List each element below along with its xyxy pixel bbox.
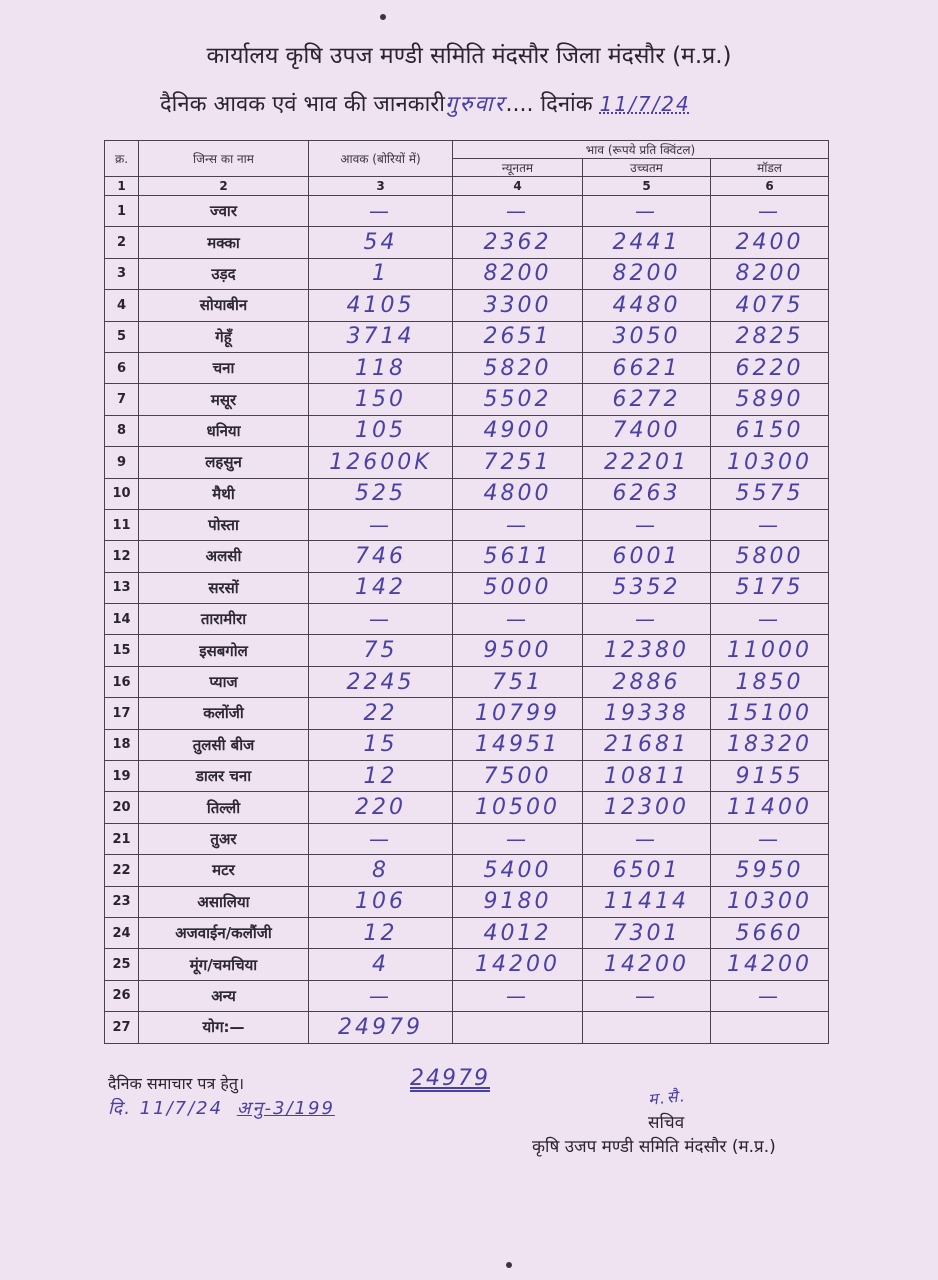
header-max: उच्चतम: [583, 159, 711, 177]
table-row: [105, 352, 829, 383]
table-row: [105, 666, 829, 697]
row-sn: 26: [105, 980, 139, 1011]
row-arrival: —: [309, 196, 453, 227]
row-arrival: 75: [309, 635, 453, 666]
arrival-price-table: [104, 140, 829, 1044]
row-commodity: इसबगोल: [139, 635, 309, 666]
row-commodity: डालर चना: [139, 761, 309, 792]
row-min-price: [453, 1012, 583, 1043]
row-max-price: 8200: [583, 258, 711, 289]
table-body: [105, 196, 829, 1044]
row-modal-price: 6150: [711, 415, 829, 446]
table-row: [105, 761, 829, 792]
row-max-price: 21681: [583, 729, 711, 760]
row-max-price: 22201: [583, 447, 711, 478]
row-max-price: 6272: [583, 384, 711, 415]
table-row: [105, 478, 829, 509]
row-sn: 14: [105, 604, 139, 635]
row-min-price: —: [453, 196, 583, 227]
row-modal-price: 10300: [711, 447, 829, 478]
row-sn: 5: [105, 321, 139, 352]
row-modal-price: 9155: [711, 761, 829, 792]
row-max-price: —: [583, 196, 711, 227]
table-row: [105, 917, 829, 948]
header-modal: मॉडल: [711, 159, 829, 177]
row-modal-price: 11400: [711, 792, 829, 823]
table-row: [105, 980, 829, 1011]
row-min-price: 4800: [453, 478, 583, 509]
row-modal-price: 2400: [711, 227, 829, 258]
row-sn: 8: [105, 415, 139, 446]
row-modal-price: —: [711, 604, 829, 635]
header-price-group: भाव (रूपये प्रति क्विंटल): [453, 141, 829, 159]
colnum-2: 2: [139, 177, 309, 196]
row-max-price: —: [583, 980, 711, 1011]
date-label: दिनांक: [540, 92, 593, 117]
colnum-6: 6: [711, 177, 829, 196]
table-row: [105, 635, 829, 666]
header-min: न्यूनतम: [453, 159, 583, 177]
row-sn: 23: [105, 886, 139, 917]
row-min-price: 10799: [453, 698, 583, 729]
row-sn: 10: [105, 478, 139, 509]
row-max-price: 2441: [583, 227, 711, 258]
row-max-price: —: [583, 604, 711, 635]
row-arrival: 746: [309, 541, 453, 572]
row-arrival: —: [309, 509, 453, 540]
row-min-price: 4900: [453, 415, 583, 446]
row-arrival: 12600K: [309, 447, 453, 478]
row-modal-price: 14200: [711, 949, 829, 980]
row-sn: 9: [105, 447, 139, 478]
row-min-price: 14951: [453, 729, 583, 760]
row-arrival: 8: [309, 855, 453, 886]
row-commodity: अजवाईन/कलौंजी: [139, 917, 309, 948]
row-min-price: 7500: [453, 761, 583, 792]
row-modal-price: 4075: [711, 290, 829, 321]
row-commodity: गेहूँ: [139, 321, 309, 352]
row-arrival: 106: [309, 886, 453, 917]
table-row: [105, 572, 829, 603]
row-min-price: —: [453, 509, 583, 540]
row-max-price: [583, 1012, 711, 1043]
row-modal-price: —: [711, 196, 829, 227]
table-row: [105, 698, 829, 729]
row-min-price: 7251: [453, 447, 583, 478]
row-modal-price: 10300: [711, 886, 829, 917]
subtitle-text: दैनिक आवक एवं भाव की जानकारी: [160, 92, 445, 117]
row-arrival: 15: [309, 729, 453, 760]
row-arrival: —: [309, 980, 453, 1011]
punch-hole-bottom: [506, 1262, 512, 1268]
row-sn: 27: [105, 1012, 139, 1043]
row-max-price: 3050: [583, 321, 711, 352]
row-max-price: 11414: [583, 886, 711, 917]
table-row: [105, 509, 829, 540]
row-sn: 25: [105, 949, 139, 980]
table-row: [105, 792, 829, 823]
row-commodity: तिल्ली: [139, 792, 309, 823]
row-commodity: सोयाबीन: [139, 290, 309, 321]
row-commodity: मसूर: [139, 384, 309, 415]
row-modal-price: —: [711, 823, 829, 854]
row-modal-price: 15100: [711, 698, 829, 729]
table-row: [105, 258, 829, 289]
header-sn: क्र.: [105, 141, 139, 177]
row-max-price: —: [583, 823, 711, 854]
row-sn: 24: [105, 917, 139, 948]
office-title: कार्यालय कृषि उपज मण्डी समिति मंदसौर जिला मंदसौर (म.प्र.): [206, 43, 732, 69]
footer-total: 24979: [410, 1066, 490, 1091]
row-min-price: 8200: [453, 258, 583, 289]
row-arrival: 1: [309, 258, 453, 289]
row-modal-price: 5575: [711, 478, 829, 509]
row-sn: 20: [105, 792, 139, 823]
row-commodity: प्याज: [139, 666, 309, 697]
row-commodity: तुलसी बीज: [139, 729, 309, 760]
row-sn: 12: [105, 541, 139, 572]
row-commodity: धनिया: [139, 415, 309, 446]
row-modal-price: 5175: [711, 572, 829, 603]
note-line1: दैनिक समाचार पत्र हेतु।: [108, 1074, 245, 1093]
row-max-price: 10811: [583, 761, 711, 792]
row-sn: 15: [105, 635, 139, 666]
row-max-price: —: [583, 509, 711, 540]
row-arrival: 22: [309, 698, 453, 729]
row-sn: 13: [105, 572, 139, 603]
row-min-price: —: [453, 823, 583, 854]
row-max-price: 5352: [583, 572, 711, 603]
row-max-price: 19338: [583, 698, 711, 729]
row-arrival: 4: [309, 949, 453, 980]
row-sn: 3: [105, 258, 139, 289]
signatory-org: कृषि उजप मण्डी समिति मंदसौर (म.प्र.): [532, 1137, 776, 1157]
row-max-price: 12300: [583, 792, 711, 823]
row-arrival: 525: [309, 478, 453, 509]
row-max-price: 6621: [583, 352, 711, 383]
signature: म.सै.: [647, 1086, 688, 1109]
row-commodity: चना: [139, 352, 309, 383]
table-row: [105, 227, 829, 258]
header-commodity: जिन्स का नाम: [139, 141, 309, 177]
row-modal-price: [711, 1012, 829, 1043]
row-min-price: —: [453, 604, 583, 635]
row-modal-price: 1850: [711, 666, 829, 697]
newspaper-note: [108, 1072, 335, 1120]
row-commodity: तुअर: [139, 823, 309, 854]
row-modal-price: —: [711, 980, 829, 1011]
row-min-price: 5820: [453, 352, 583, 383]
row-max-price: 6001: [583, 541, 711, 572]
row-arrival: 3714: [309, 321, 453, 352]
row-sn: 1: [105, 196, 139, 227]
table-row: [105, 604, 829, 635]
row-arrival: 54: [309, 227, 453, 258]
subtitle-day: गुरुवार: [444, 92, 506, 117]
row-max-price: 4480: [583, 290, 711, 321]
row-sn: 2: [105, 227, 139, 258]
row-min-price: 10500: [453, 792, 583, 823]
row-modal-price: —: [711, 509, 829, 540]
table-row: [105, 949, 829, 980]
column-number-row: [105, 177, 829, 196]
row-sn: 6: [105, 352, 139, 383]
row-sn: 21: [105, 823, 139, 854]
row-min-price: 5611: [453, 541, 583, 572]
report-subtitle: दैनिक आवक एवं भाव की जानकारीगुरुवार.... दिनांक 11/7/24: [160, 92, 691, 117]
signatory-title: सचिव: [648, 1113, 685, 1133]
row-min-price: 5502: [453, 384, 583, 415]
row-commodity: अलसी: [139, 541, 309, 572]
table-row: [105, 541, 829, 572]
row-arrival: 24979: [309, 1012, 453, 1043]
row-modal-price: 11000: [711, 635, 829, 666]
row-arrival: 118: [309, 352, 453, 383]
row-sn: 22: [105, 855, 139, 886]
row-max-price: 14200: [583, 949, 711, 980]
row-max-price: 2886: [583, 666, 711, 697]
row-commodity: मटर: [139, 855, 309, 886]
row-sn: 11: [105, 509, 139, 540]
table-row: [105, 729, 829, 760]
table-row: [105, 321, 829, 352]
row-max-price: 6263: [583, 478, 711, 509]
colnum-3: 3: [309, 177, 453, 196]
colnum-1: 1: [105, 177, 139, 196]
row-sn: 17: [105, 698, 139, 729]
row-max-price: 7400: [583, 415, 711, 446]
table-row: [105, 290, 829, 321]
table-row: [105, 1012, 829, 1043]
row-max-price: 12380: [583, 635, 711, 666]
table-row: [105, 384, 829, 415]
row-arrival: 105: [309, 415, 453, 446]
note-date: दि. 11/7/24: [108, 1098, 224, 1119]
row-commodity: ज्वार: [139, 196, 309, 227]
row-commodity: उड़द: [139, 258, 309, 289]
row-commodity: असालिया: [139, 886, 309, 917]
row-arrival: 220: [309, 792, 453, 823]
row-modal-price: 5950: [711, 855, 829, 886]
punch-hole-top: [380, 14, 386, 20]
row-min-price: 2651: [453, 321, 583, 352]
row-commodity: लहसुन: [139, 447, 309, 478]
row-modal-price: 6220: [711, 352, 829, 383]
note-ref: अनु-3/199: [236, 1098, 335, 1119]
row-sn: 16: [105, 666, 139, 697]
row-min-price: 5400: [453, 855, 583, 886]
row-max-price: 7301: [583, 917, 711, 948]
table-row: [105, 196, 829, 227]
row-min-price: 9180: [453, 886, 583, 917]
row-min-price: 5000: [453, 572, 583, 603]
row-modal-price: 2825: [711, 321, 829, 352]
row-commodity: मक्का: [139, 227, 309, 258]
row-min-price: 751: [453, 666, 583, 697]
row-arrival: —: [309, 604, 453, 635]
row-commodity: कलोंजी: [139, 698, 309, 729]
row-modal-price: 18320: [711, 729, 829, 760]
row-arrival: 142: [309, 572, 453, 603]
row-min-price: 2362: [453, 227, 583, 258]
row-arrival: 12: [309, 761, 453, 792]
row-modal-price: 5660: [711, 917, 829, 948]
row-commodity: मूंग/चमचिया: [139, 949, 309, 980]
row-min-price: 3300: [453, 290, 583, 321]
row-min-price: 9500: [453, 635, 583, 666]
row-min-price: 14200: [453, 949, 583, 980]
row-arrival: 2245: [309, 666, 453, 697]
row-max-price: 6501: [583, 855, 711, 886]
row-commodity: अन्य: [139, 980, 309, 1011]
colnum-5: 5: [583, 177, 711, 196]
row-min-price: 4012: [453, 917, 583, 948]
table-row: [105, 415, 829, 446]
row-min-price: —: [453, 980, 583, 1011]
date-value: 11/7/24: [599, 92, 691, 116]
row-commodity: तारामीरा: [139, 604, 309, 635]
row-commodity: पोस्ता: [139, 509, 309, 540]
row-sn: 18: [105, 729, 139, 760]
row-sn: 7: [105, 384, 139, 415]
header-arrival: आवक (बोरियों में): [309, 141, 453, 177]
note-line2: [108, 1096, 335, 1120]
row-modal-price: 5800: [711, 541, 829, 572]
table-row: [105, 886, 829, 917]
row-arrival: 150: [309, 384, 453, 415]
table-row: [105, 447, 829, 478]
table-row: [105, 823, 829, 854]
row-commodity: योग:—: [139, 1012, 309, 1043]
row-commodity: सरसों: [139, 572, 309, 603]
row-modal-price: 8200: [711, 258, 829, 289]
row-sn: 4: [105, 290, 139, 321]
colnum-4: 4: [453, 177, 583, 196]
row-commodity: मैथी: [139, 478, 309, 509]
row-modal-price: 5890: [711, 384, 829, 415]
row-arrival: 4105: [309, 290, 453, 321]
row-sn: 19: [105, 761, 139, 792]
row-arrival: 12: [309, 917, 453, 948]
table-row: [105, 855, 829, 886]
row-arrival: —: [309, 823, 453, 854]
